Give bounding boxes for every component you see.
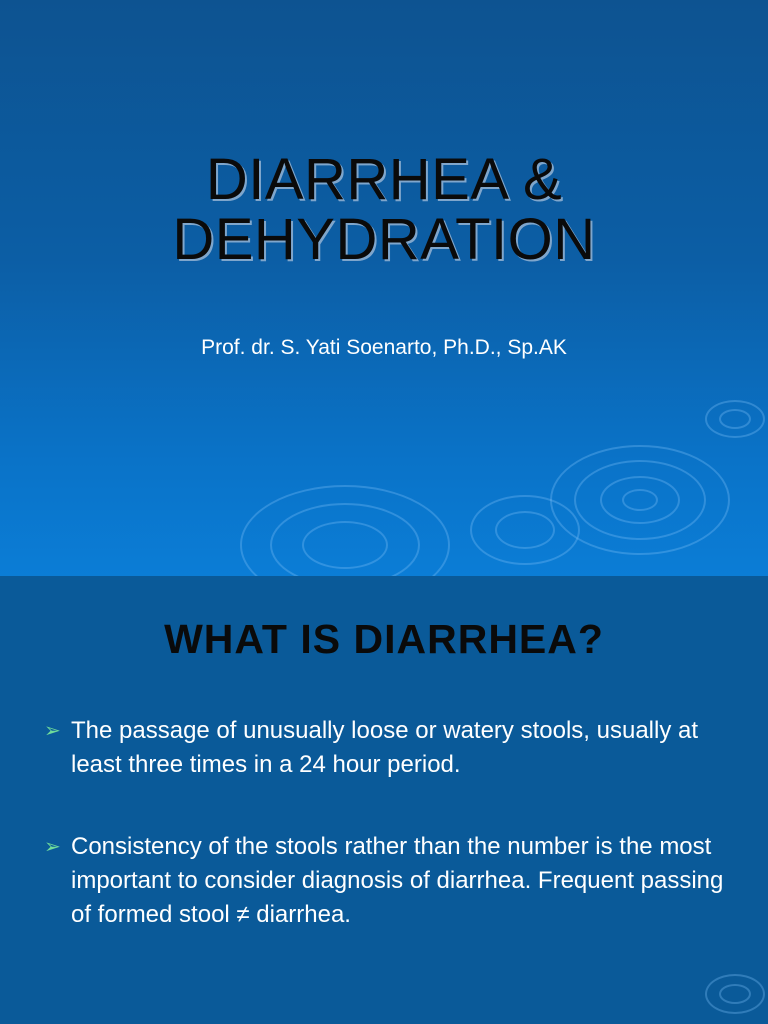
slide-heading: WHAT IS DIARRHEA? [164, 616, 604, 662]
bullet-list [44, 714, 744, 980]
water-ripple-icon [240, 485, 450, 576]
slide-title [0, 147, 768, 272]
water-ripple-icon [705, 400, 765, 438]
water-ripple-icon [705, 974, 765, 1014]
author-subtitle: Prof. dr. S. Yati Soenarto, Ph.D., Sp.AK [201, 336, 567, 359]
bullet-text: The passage of unusually loose or watery stools, usually at least three times in a 24 hour period. [71, 717, 699, 778]
slide-title-line: DEHYDRATION [172, 207, 596, 272]
arrow-bullet-icon: ➢ [44, 836, 61, 858]
water-ripple-icon [550, 445, 730, 555]
content-slide [0, 576, 768, 1024]
slide-title-line: DIARRHEA & [205, 147, 563, 212]
bullet-text: Consistency of the stools rather than the number is the most important to consider diagnosis of diarrhea. Frequent passing of formed stool ≠ diarrhea. [71, 833, 724, 928]
arrow-bullet-icon: ➢ [44, 720, 61, 742]
list-item [44, 714, 744, 782]
list-item [44, 830, 744, 932]
